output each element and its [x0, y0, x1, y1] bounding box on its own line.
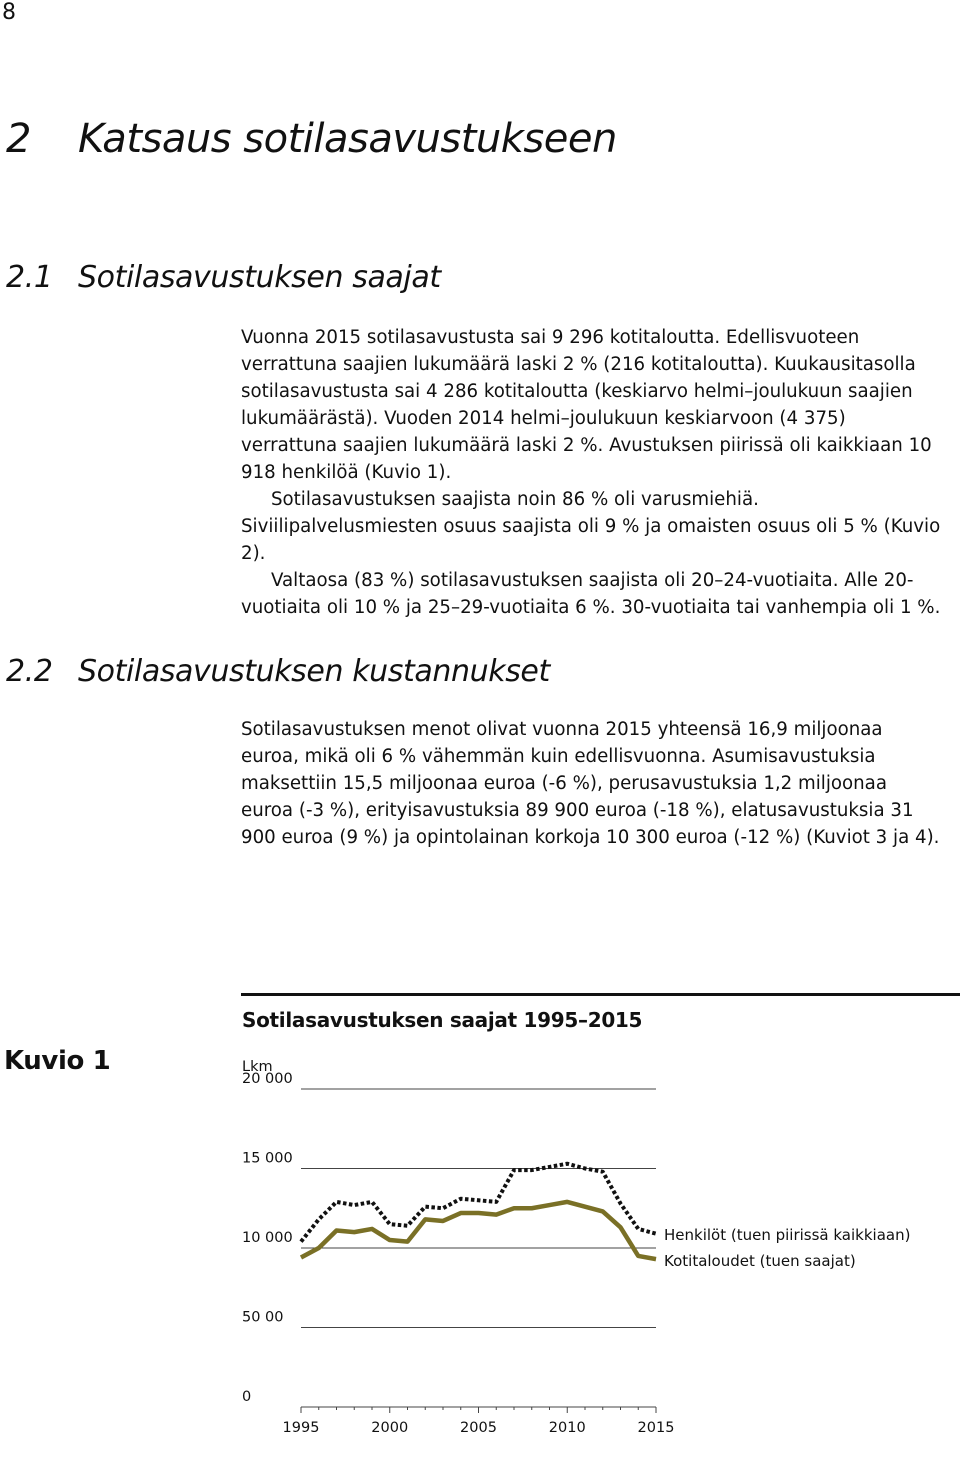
section-title-text: Sotilasavustuksen kustannukset: [78, 654, 550, 689]
page-number: 8: [2, 0, 16, 25]
paragraph: Vuonna 2015 sotilasavustusta sai 9 296 kotitaloutta. Edellisvuoteen verrattuna saajien lukumäärä laski 2 % (216 kotitaloutta). Kuukausitasolla sotilasavustusta sai 4 286 kotitaloutta (keskiarvo helmi–joulukuun saajien lukumäärästä). Vuoden 2014 helmi–joulukuun keskiarvoon (4 375) verrattuna saajien lukumäärä laski 2 %. Avustuksen piirissä oli kaikkiaan 10 918 henkilöä (Kuvio 1).: [241, 327, 932, 483]
section-number: 2.2: [6, 654, 53, 689]
legend: [664, 1226, 910, 1270]
x-tick-label: 1995: [282, 1420, 320, 1436]
x-tick-label: 2015: [637, 1420, 675, 1436]
y-tick-label: 0: [242, 1389, 252, 1405]
series-line-kotitaloudet: [301, 1202, 656, 1259]
legend-entry: Kotitaloudet (tuen saajat): [664, 1252, 856, 1270]
x-tick-label: 2005: [460, 1420, 497, 1436]
x-tick-label: 2010: [548, 1420, 586, 1436]
series-layer: [301, 1164, 656, 1259]
paragraph: Sotilasavustuksen saajista noin 86 % oli varusmiehiä. Siviilipalvelusmiesten osuus saajista oli 9 % ja omaisten osuus oli 5 % (Kuvio 2).: [241, 489, 941, 564]
paragraph: Valtaosa (83 %) sotilasavustuksen saajista oli 20–24-vuotiaita. Alle 20-vuotiaita oli 10 % ja 25–29-vuotiaita 6 %. 30-vuotiaita tai vanhempia oli 1 %.: [241, 570, 941, 618]
y-tick-label: 15 000: [242, 1150, 293, 1167]
figure-label: Kuvio 1: [4, 1046, 111, 1076]
legend-entry: Henkilöt (tuen piirissä kaikkiaan): [664, 1226, 911, 1244]
x-tick-label: 2000: [371, 1420, 409, 1436]
chart-title: Sotilasavustuksen saajat 1995–2015: [242, 1008, 643, 1032]
y-tick-labels: [242, 1071, 293, 1405]
grid-layer: [301, 1089, 656, 1413]
y-tick-label: 20 000: [242, 1071, 293, 1087]
chapter-title-text: Katsaus sotilasavustukseen: [78, 116, 617, 162]
paragraph: Sotilasavustuksen menot olivat vuonna 2015 yhteensä 16,9 miljoonaa euroa, mikä oli 6 % vähemmän kuin edellisvuonna. Asumisavustuksia maksettiin 15,5 miljoonaa euroa (-6 %), perusavustuksia 1,2 miljoonaa euroa (-3 %), erityisavustuksia 89 900 euroa (-18 %), elatusavustuksia 31 900 euroa (9 %) ja opintolainan korkoja 10 300 euroa (-12 %) (Kuviot 3 ja 4).: [241, 719, 940, 848]
section-number: 2.1: [6, 260, 53, 295]
x-tick-labels: [283, 1420, 675, 1436]
y-tick-label: 50 00: [242, 1309, 284, 1326]
y-tick-label: 10 000: [242, 1230, 293, 1246]
section-title-text: Sotilasavustuksen saajat: [78, 260, 441, 295]
chapter-number: 2: [6, 116, 31, 162]
y-axis-label: Lkm: [242, 1059, 273, 1075]
